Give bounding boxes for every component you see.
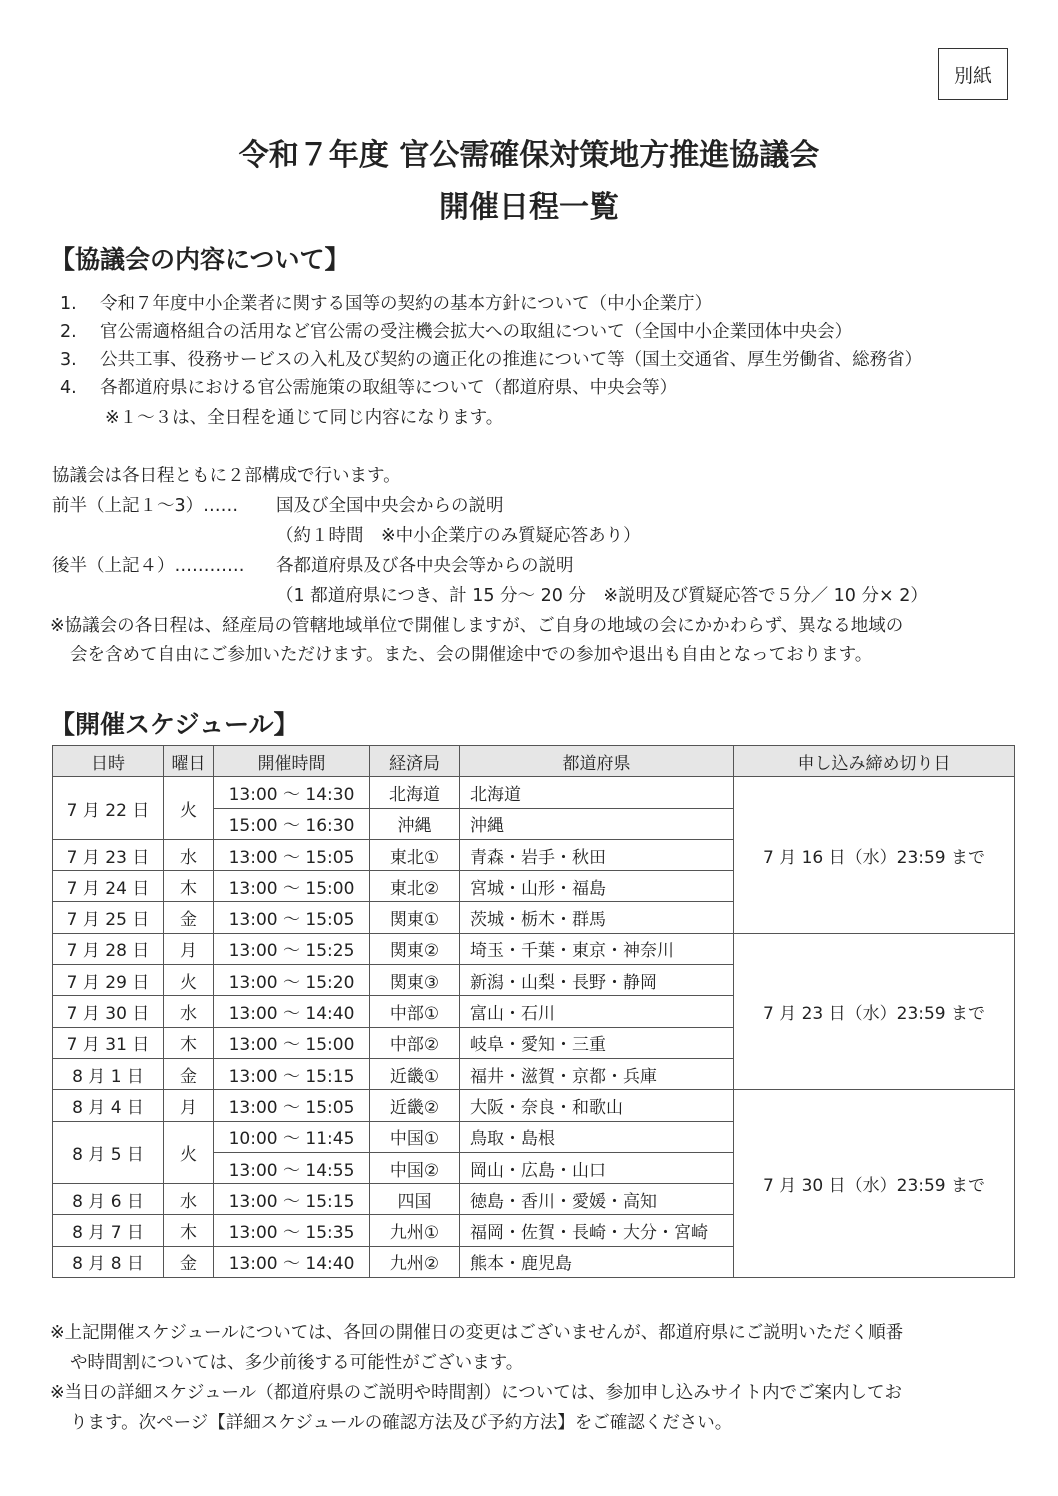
structure-second-text: 各都道府県及び各中央会等からの説明 [276, 556, 574, 576]
deadline-cell: 7 月 23 日（水）23:59 まで [734, 933, 1015, 1089]
prefecture-cell: 徳島・香川・愛媛・高知 [460, 1184, 734, 1215]
bureau-cell: 関東① [370, 902, 460, 933]
date-cell: 7 月 31 日 [53, 1027, 164, 1058]
prefecture-cell: 鳥取・島根 [460, 1121, 734, 1152]
structure-first-label: 前半（上記１～3）…… [52, 496, 239, 516]
deadline-cell: 7 月 30 日（水）23:59 まで [734, 1090, 1015, 1278]
header-prefecture: 都道府県 [460, 746, 734, 777]
bureau-cell: 中部① [370, 996, 460, 1027]
time-cell: 13:00 ～ 15:05 [214, 902, 370, 933]
date-cell: 8 月 1 日 [53, 1058, 164, 1089]
structure-intro: 協議会は各日程ともに２部構成で行います。 [52, 466, 401, 486]
prefecture-cell: 新潟・山梨・長野・静岡 [460, 965, 734, 996]
table-row [53, 777, 1015, 808]
time-cell: 13:00 ～ 15:15 [214, 1058, 370, 1089]
prefecture-cell: 岡山・広島・山口 [460, 1152, 734, 1183]
prefecture-cell: 岐阜・愛知・三重 [460, 1027, 734, 1058]
time-cell: 10:00 ～ 11:45 [214, 1121, 370, 1152]
prefecture-cell: 茨城・栃木・群馬 [460, 902, 734, 933]
bureau-cell: 関東③ [370, 965, 460, 996]
deadline-cell: 7 月 16 日（水）23:59 まで [734, 777, 1015, 933]
schedule-table [52, 745, 1015, 1278]
structure-first-sub: （約１時間 ※中小企業庁のみ質疑応答あり） [276, 526, 641, 546]
content-heading: 【協議会の内容について】 [50, 245, 350, 274]
bureau-cell: 東北① [370, 839, 460, 870]
date-cell: 8 月 5 日 [53, 1121, 164, 1184]
prefecture-cell: 福井・滋賀・京都・兵庫 [460, 1058, 734, 1089]
bureau-cell: 中国① [370, 1121, 460, 1152]
time-cell: 13:00 ～ 15:25 [214, 933, 370, 964]
time-cell: 13:00 ～ 15:00 [214, 1027, 370, 1058]
structure-note: ※協議会の各日程は、経産局の管轄地域単位で開催しますが、ご自身の地域の会にかかわらず、異なる地域の [50, 616, 904, 636]
time-cell: 13:00 ～ 15:05 [214, 839, 370, 870]
date-cell: 8 月 7 日 [53, 1215, 164, 1246]
bureau-cell: 近畿② [370, 1090, 460, 1121]
dow-cell: 金 [164, 1058, 214, 1089]
dow-cell: 月 [164, 1090, 214, 1121]
content-item: 3. 公共工事、役務サービスの入札及び契約の適正化の推進について等（国土交通省、厚生労働省、総務省） [60, 350, 923, 370]
date-cell: 8 月 6 日 [53, 1184, 164, 1215]
dow-cell: 火 [164, 1121, 214, 1184]
header-deadline: 申し込み締め切り日 [734, 746, 1015, 777]
attachment-tag: 別紙 [938, 48, 1008, 100]
date-cell: 7 月 24 日 [53, 871, 164, 902]
dow-cell: 水 [164, 996, 214, 1027]
date-cell: 8 月 4 日 [53, 1090, 164, 1121]
prefecture-cell: 青森・岩手・秋田 [460, 839, 734, 870]
dow-cell: 木 [164, 1027, 214, 1058]
time-cell: 13:00 ～ 15:05 [214, 1090, 370, 1121]
prefecture-cell: 沖縄 [460, 808, 734, 839]
dow-cell: 火 [164, 777, 214, 840]
bureau-cell: 東北② [370, 871, 460, 902]
prefecture-cell: 福岡・佐賀・長崎・大分・宮崎 [460, 1215, 734, 1246]
header-date: 日時 [53, 746, 164, 777]
prefecture-cell: 宮城・山形・福島 [460, 871, 734, 902]
time-cell: 13:00 ～ 14:40 [214, 996, 370, 1027]
time-cell: 15:00 ～ 16:30 [214, 808, 370, 839]
bureau-cell: 九州② [370, 1246, 460, 1277]
date-cell: 7 月 28 日 [53, 933, 164, 964]
time-cell: 13:00 ～ 14:30 [214, 777, 370, 808]
prefecture-cell: 大阪・奈良・和歌山 [460, 1090, 734, 1121]
date-cell: 7 月 25 日 [53, 902, 164, 933]
date-cell: 7 月 23 日 [53, 839, 164, 870]
page-subtitle: 開催日程一覧 [439, 190, 619, 225]
dow-cell: 月 [164, 933, 214, 964]
header-dow: 曜日 [164, 746, 214, 777]
bureau-cell: 九州① [370, 1215, 460, 1246]
dow-cell: 火 [164, 965, 214, 996]
bureau-cell: 関東② [370, 933, 460, 964]
header-bureau: 経済局 [370, 746, 460, 777]
prefecture-cell: 埼玉・千葉・東京・神奈川 [460, 933, 734, 964]
date-cell: 7 月 22 日 [53, 777, 164, 840]
content-item: 2. 官公需適格組合の活用など官公需の受注機会拡大への取組について（全国中小企業団体中央会） [60, 322, 853, 342]
bureau-cell: 中部② [370, 1027, 460, 1058]
dow-cell: 金 [164, 902, 214, 933]
dow-cell: 水 [164, 1184, 214, 1215]
content-item: 4. 各都道府県における官公需施策の取組等について（都道府県、中央会等） [60, 378, 678, 398]
table-header-row [53, 746, 1015, 777]
date-cell: 7 月 30 日 [53, 996, 164, 1027]
table-row [53, 1090, 1015, 1121]
structure-second-sub: （1 都道府県につき、計 15 分～ 20 分 ※説明及び質疑応答で５分／ 10 分× 2） [276, 586, 928, 606]
bureau-cell: 四国 [370, 1184, 460, 1215]
bureau-cell: 沖縄 [370, 808, 460, 839]
dow-cell: 木 [164, 1215, 214, 1246]
footer-note: ※上記開催スケジュールについては、各回の開催日の変更はございませんが、都道府県にご説明いただく順番 や時間割については、多少前後する可能性がございます。 ※当日の詳細スケジュール（都道府県のご説明や時間割）については、参加申し込みサイト内でご案内してお ります。次ページ【詳細スケジュールの確認方法及び予約方法】をご確認ください。 [50, 1323, 904, 1433]
structure-second-label: 後半（上記４）………… [52, 556, 245, 576]
bureau-cell: 北海道 [370, 777, 460, 808]
page-title: 令和７年度 官公需確保対策地方推進協議会 [238, 138, 820, 173]
time-cell: 13:00 ～ 15:00 [214, 871, 370, 902]
content-item: 1. 令和７年度中小企業者に関する国等の契約の基本方針について（中小企業庁） [60, 294, 713, 314]
dow-cell: 金 [164, 1246, 214, 1277]
time-cell: 13:00 ～ 14:40 [214, 1246, 370, 1277]
time-cell: 13:00 ～ 15:15 [214, 1184, 370, 1215]
table-row [53, 933, 1015, 964]
time-cell: 13:00 ～ 14:55 [214, 1152, 370, 1183]
time-cell: 13:00 ～ 15:35 [214, 1215, 370, 1246]
bureau-cell: 中国② [370, 1152, 460, 1183]
prefecture-cell: 熊本・鹿児島 [460, 1246, 734, 1277]
date-cell: 7 月 29 日 [53, 965, 164, 996]
schedule-heading: 【開催スケジュール】 [50, 710, 299, 739]
dow-cell: 水 [164, 839, 214, 870]
time-cell: 13:00 ～ 15:20 [214, 965, 370, 996]
prefecture-cell: 北海道 [460, 777, 734, 808]
prefecture-cell: 富山・石川 [460, 996, 734, 1027]
content-note: ※１～３は、全日程を通じて同じ内容になります。 [105, 408, 504, 428]
structure-first-text: 国及び全国中央会からの説明 [276, 496, 504, 516]
date-cell: 8 月 8 日 [53, 1246, 164, 1277]
structure-note: 会を含めて自由にご参加いただけます。また、会の開催途中での参加や退出も自由となっております。 [70, 645, 873, 665]
bureau-cell: 近畿① [370, 1058, 460, 1089]
dow-cell: 木 [164, 871, 214, 902]
header-time: 開催時間 [214, 746, 370, 777]
